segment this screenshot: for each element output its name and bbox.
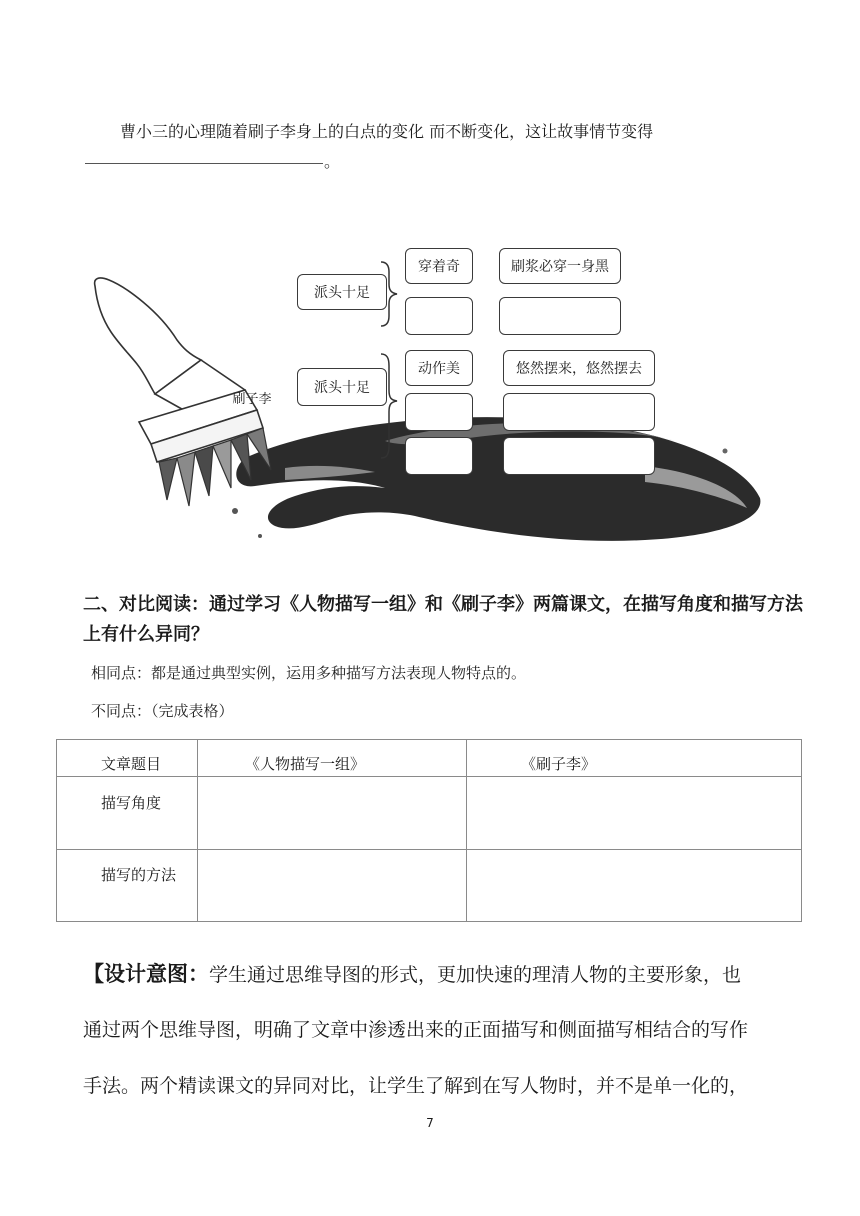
answer-cell[interactable] xyxy=(198,777,467,850)
design-intent-text: 学生通过思维导图的形式，更加快速的理清人物的主要形象，也 xyxy=(209,964,742,986)
empty-branch-node xyxy=(405,437,473,475)
mind-map-diagram xyxy=(85,236,775,548)
page-number: 7 xyxy=(426,1116,434,1130)
brush-icon xyxy=(95,278,263,462)
answer-cell[interactable] xyxy=(198,850,467,922)
empty-detail-node xyxy=(503,437,655,475)
empty-detail-node xyxy=(503,393,655,431)
blank-period: 。 xyxy=(324,152,341,171)
root-node-1: 派头十足 xyxy=(297,274,387,310)
table-header-row xyxy=(57,740,802,777)
design-intent-line-2: 通过两个思维导图，明确了文章中渗透出来的正面描写和侧面描写相结合的写作 xyxy=(83,1019,749,1041)
similarity-text: 相同点：都是通过典型实例，运用多种描写方法表现人物特点的。 xyxy=(91,664,527,682)
design-intent-label: 【设计意图： xyxy=(83,962,209,986)
root-node-2: 派头十足 xyxy=(297,368,387,406)
answer-blank-line xyxy=(85,163,323,164)
row-label-cell: 描写的方法 xyxy=(57,850,198,922)
detail-node-1: 刷浆必穿一身黑 xyxy=(499,248,621,284)
answer-cell[interactable] xyxy=(467,850,802,922)
branch-node-2: 动作美 xyxy=(405,350,473,386)
difference-text: 不同点：（完成表格） xyxy=(91,702,234,720)
table-row xyxy=(57,850,802,922)
branch-node-1: 穿着奇 xyxy=(405,248,473,284)
table-header-cell: 文章题目 xyxy=(57,740,198,777)
design-intent-line-1 xyxy=(83,960,803,989)
empty-detail-node xyxy=(499,297,621,335)
answer-cell[interactable] xyxy=(467,777,802,850)
table-header-cell: 《刷子李》 xyxy=(467,740,802,777)
comparison-table xyxy=(56,739,802,922)
fill-in-sentence: 曹小三的心理随着刷子李身上的白点的变化 而不断变化，这让故事情节变得 xyxy=(120,122,654,141)
section-heading: 二、对比阅读：通过学习《人物描写一组》和《刷子李》两篇课文，在描写角度和描写方法上有什么异同？ xyxy=(83,594,803,645)
table-header-cell: 《人物描写一组》 xyxy=(198,740,467,777)
table-row xyxy=(57,777,802,850)
ink-splash xyxy=(232,417,760,541)
empty-branch-node xyxy=(405,297,473,335)
detail-node-2: 悠然摆来，悠然摆去 xyxy=(503,350,655,386)
empty-branch-node xyxy=(405,393,473,431)
brush-handle-label: 刷子李 xyxy=(232,391,272,407)
row-label-cell: 描写角度 xyxy=(57,777,198,850)
design-intent-line-3: 手法。两个精读课文的异同对比，让学生了解到在写人物时，并不是单一化的， xyxy=(83,1075,749,1097)
